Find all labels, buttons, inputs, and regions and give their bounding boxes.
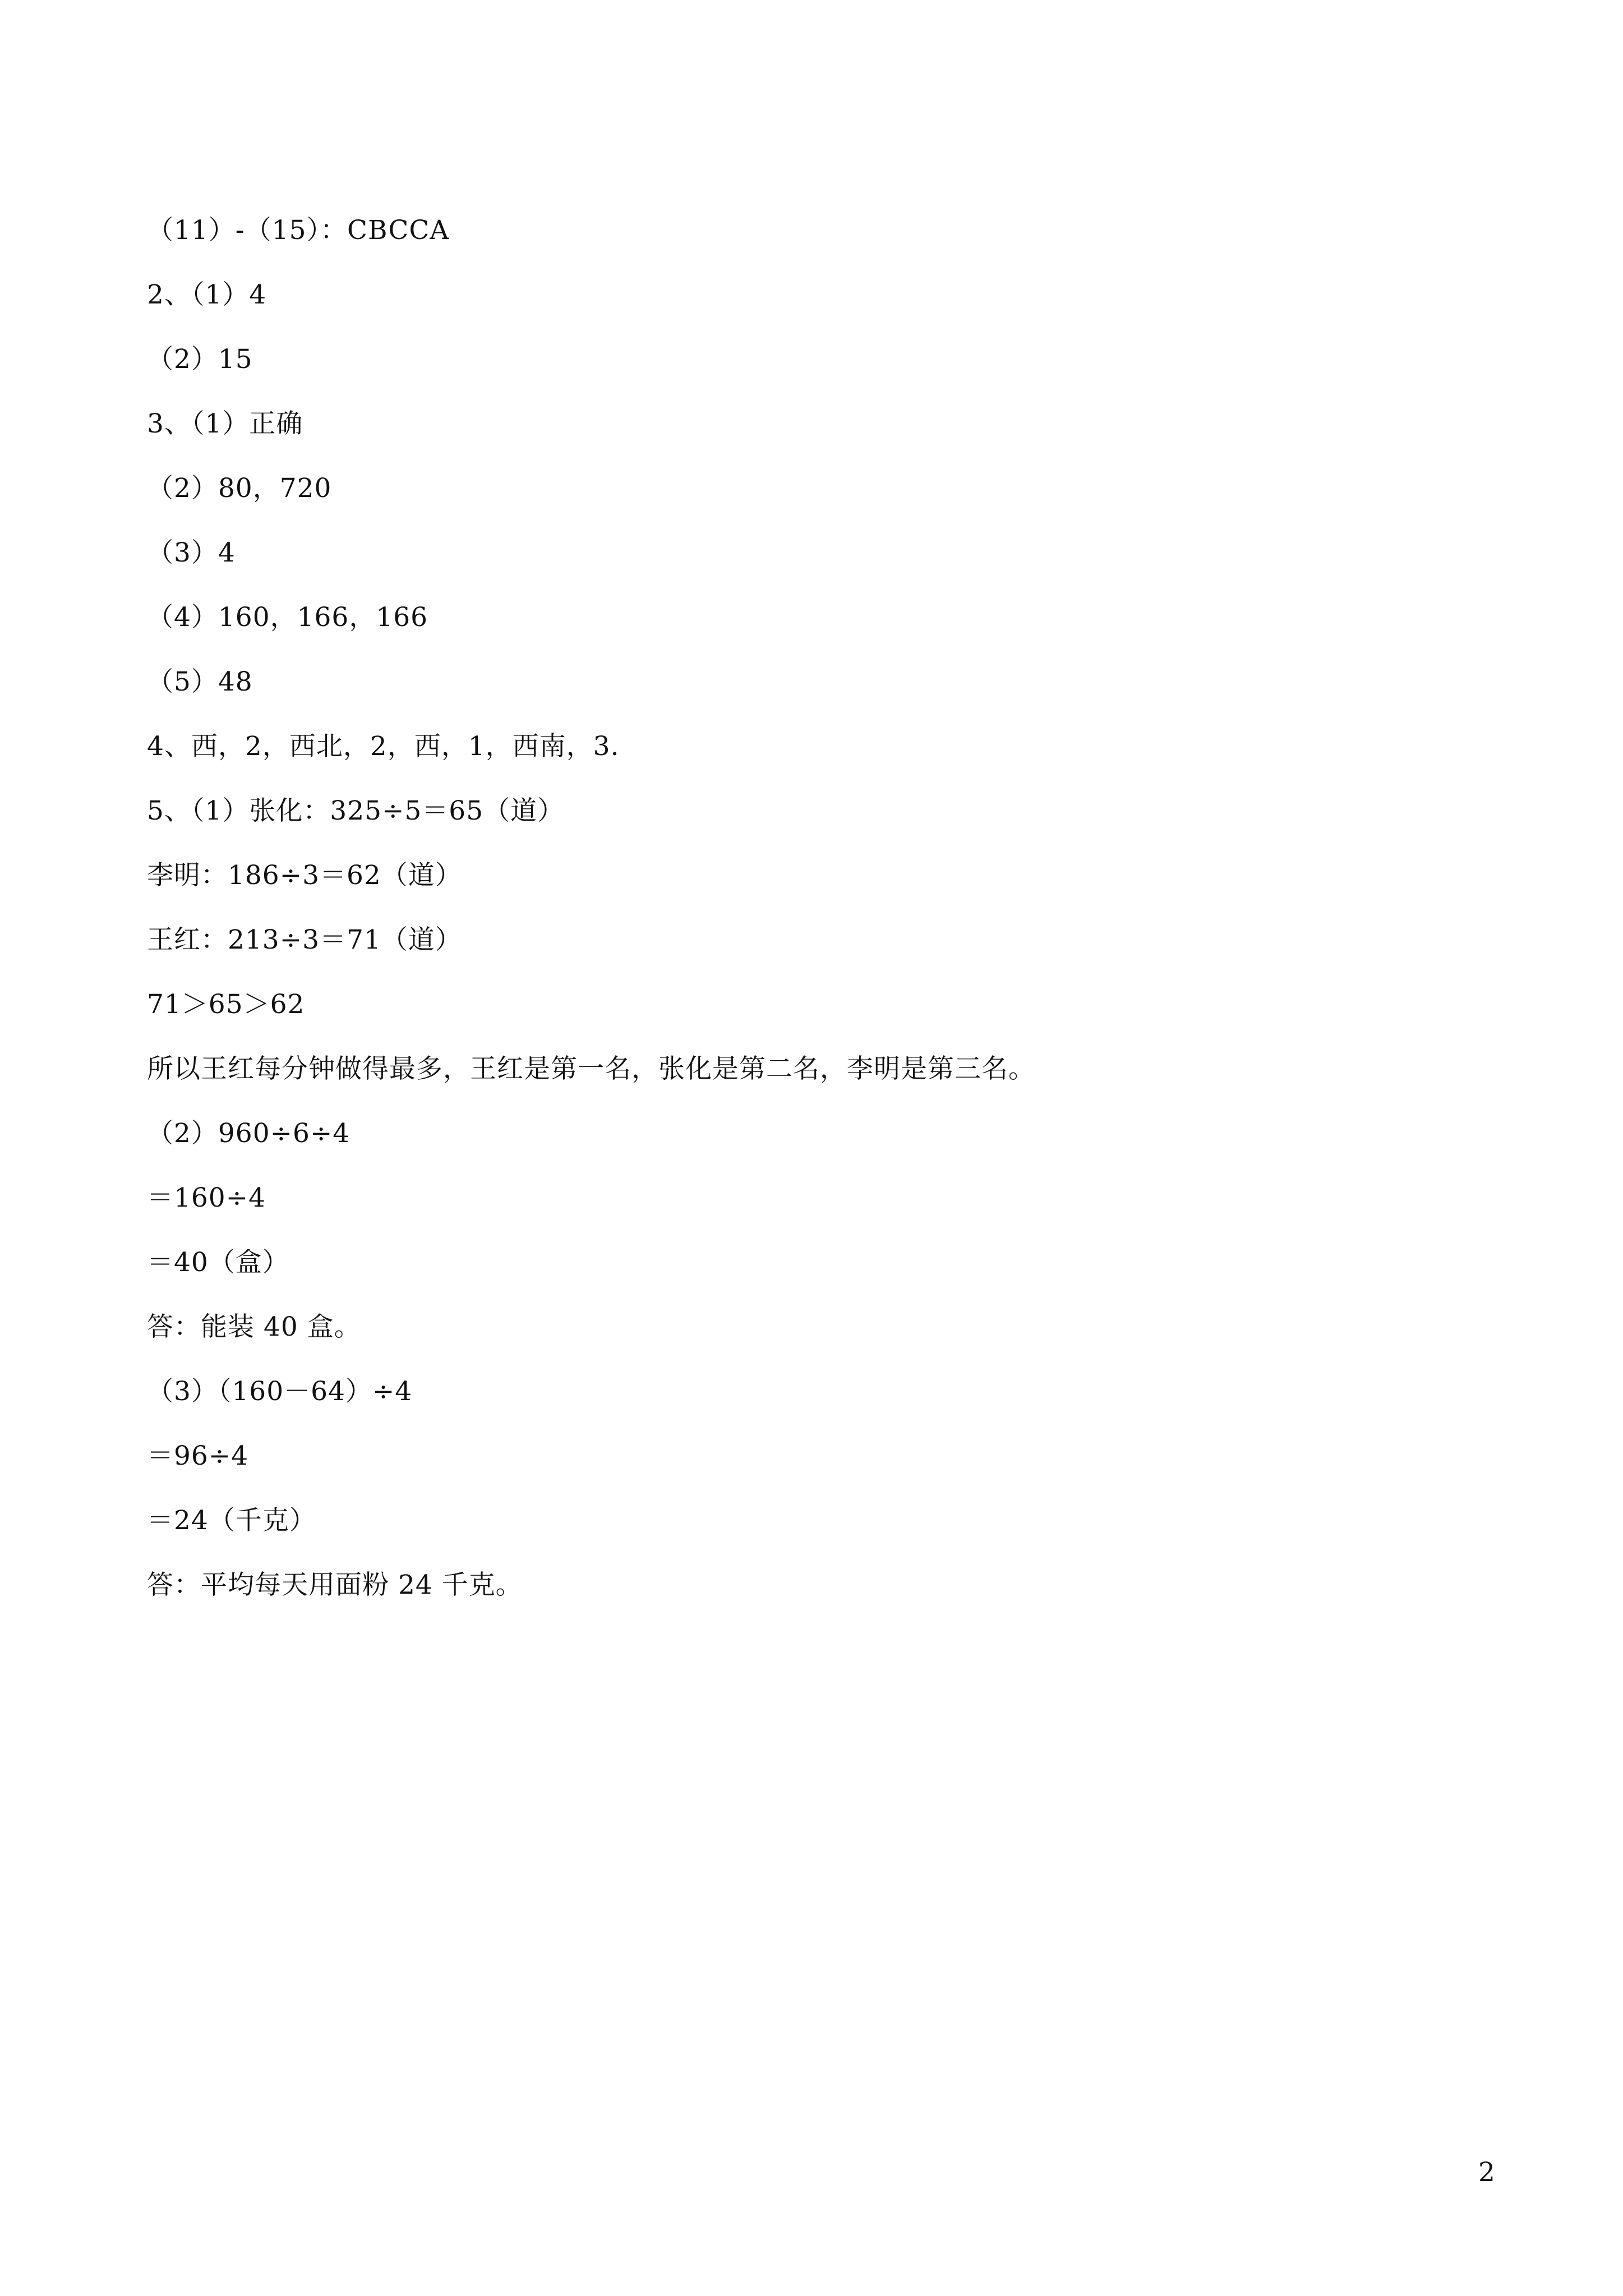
answer-line: 答：平均每天用面粉 24 千克。 [147,1570,523,1600]
answer-line: （5）48 [147,666,253,697]
answer-line: （2）960÷6÷4 [147,1118,351,1149]
answer-line: ＝40（盒） [147,1247,289,1278]
answer-line: （2）80，720 [147,473,332,504]
answer-line: ＝24（千克） [147,1505,316,1536]
page-number: 2 [1478,2157,1495,2188]
answer-line: 4、西，2，西北，2，西，1，西南，3. [147,731,620,762]
answer-line: 李明：186÷3＝62（道） [147,860,462,891]
answer-line: （2）15 [147,344,253,375]
answer-line: 所以王红每分钟做得最多，王红是第一名，张化是第二名，李明是第三名。 [147,1053,1035,1084]
answer-line: ＝96÷4 [147,1441,249,1471]
answer-line: ＝160÷4 [147,1182,266,1213]
answer-line: （3）4 [147,537,236,568]
answer-line: 71＞65＞62 [147,989,305,1020]
answer-lines [147,210,1493,1630]
answer-line: 2、（1）4 [147,279,267,310]
answer-line: 王红：213÷3＝71（道） [147,924,462,955]
answer-line: 3、（1）正确 [147,408,303,439]
answer-line: 答：能装 40 盒。 [147,1312,361,1342]
answer-line: （3）（160－64）÷4 [147,1376,413,1407]
answer-line: （11）-（15）：CBCCA [147,215,450,246]
answer-line: （4）160，166，166 [147,602,428,633]
answer-line: 5、（1）张化：325÷5＝65（道） [147,795,565,826]
